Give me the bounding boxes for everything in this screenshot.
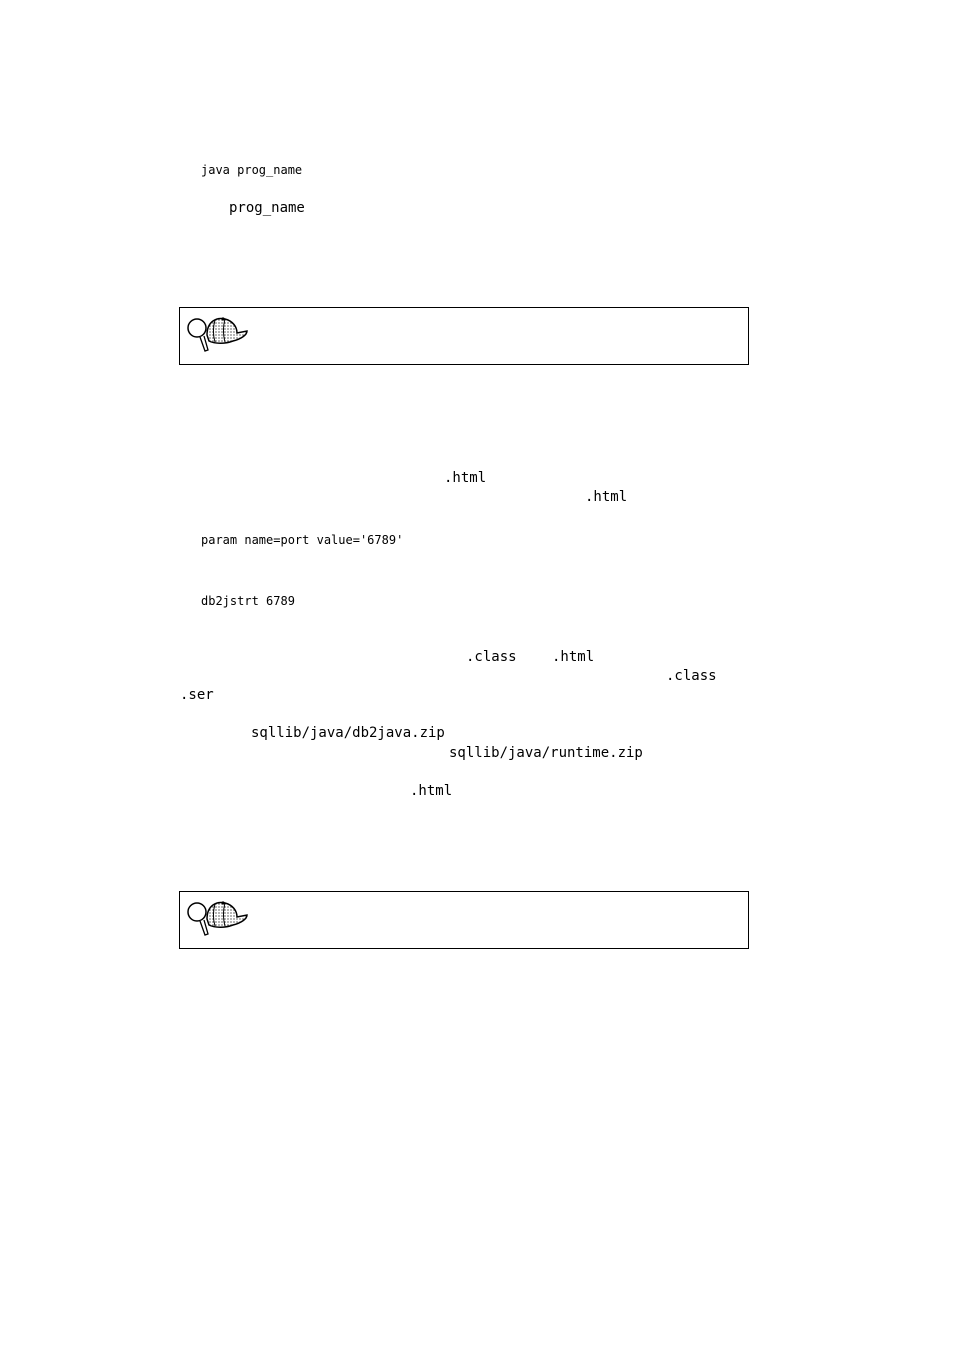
term-html-3: .html — [552, 649, 595, 665]
tip-box-2 — [179, 891, 749, 949]
code-db2jstrt-line: db2jstrt 6789 — [201, 594, 295, 608]
term-html-2: .html — [585, 489, 628, 505]
term-db2java-zip: sqllib/java/db2java.zip — [251, 725, 445, 741]
term-runtime-zip: sqllib/java/runtime.zip — [449, 745, 643, 761]
magnifier-cap-tip-icon — [185, 897, 249, 939]
code-param-line: param name=port value='6789' — [201, 533, 404, 547]
tip-box-1 — [179, 307, 749, 365]
term-class-2: .class — [666, 668, 717, 684]
term-html-4: .html — [410, 783, 453, 799]
magnifier-cap-tip-icon — [185, 313, 249, 355]
term-prog-name: prog_name — [229, 200, 305, 216]
term-class-1: .class — [466, 649, 517, 665]
code-run-command: java prog_name — [201, 163, 303, 177]
term-html-1: .html — [444, 470, 487, 486]
term-ser: .ser — [180, 687, 214, 703]
